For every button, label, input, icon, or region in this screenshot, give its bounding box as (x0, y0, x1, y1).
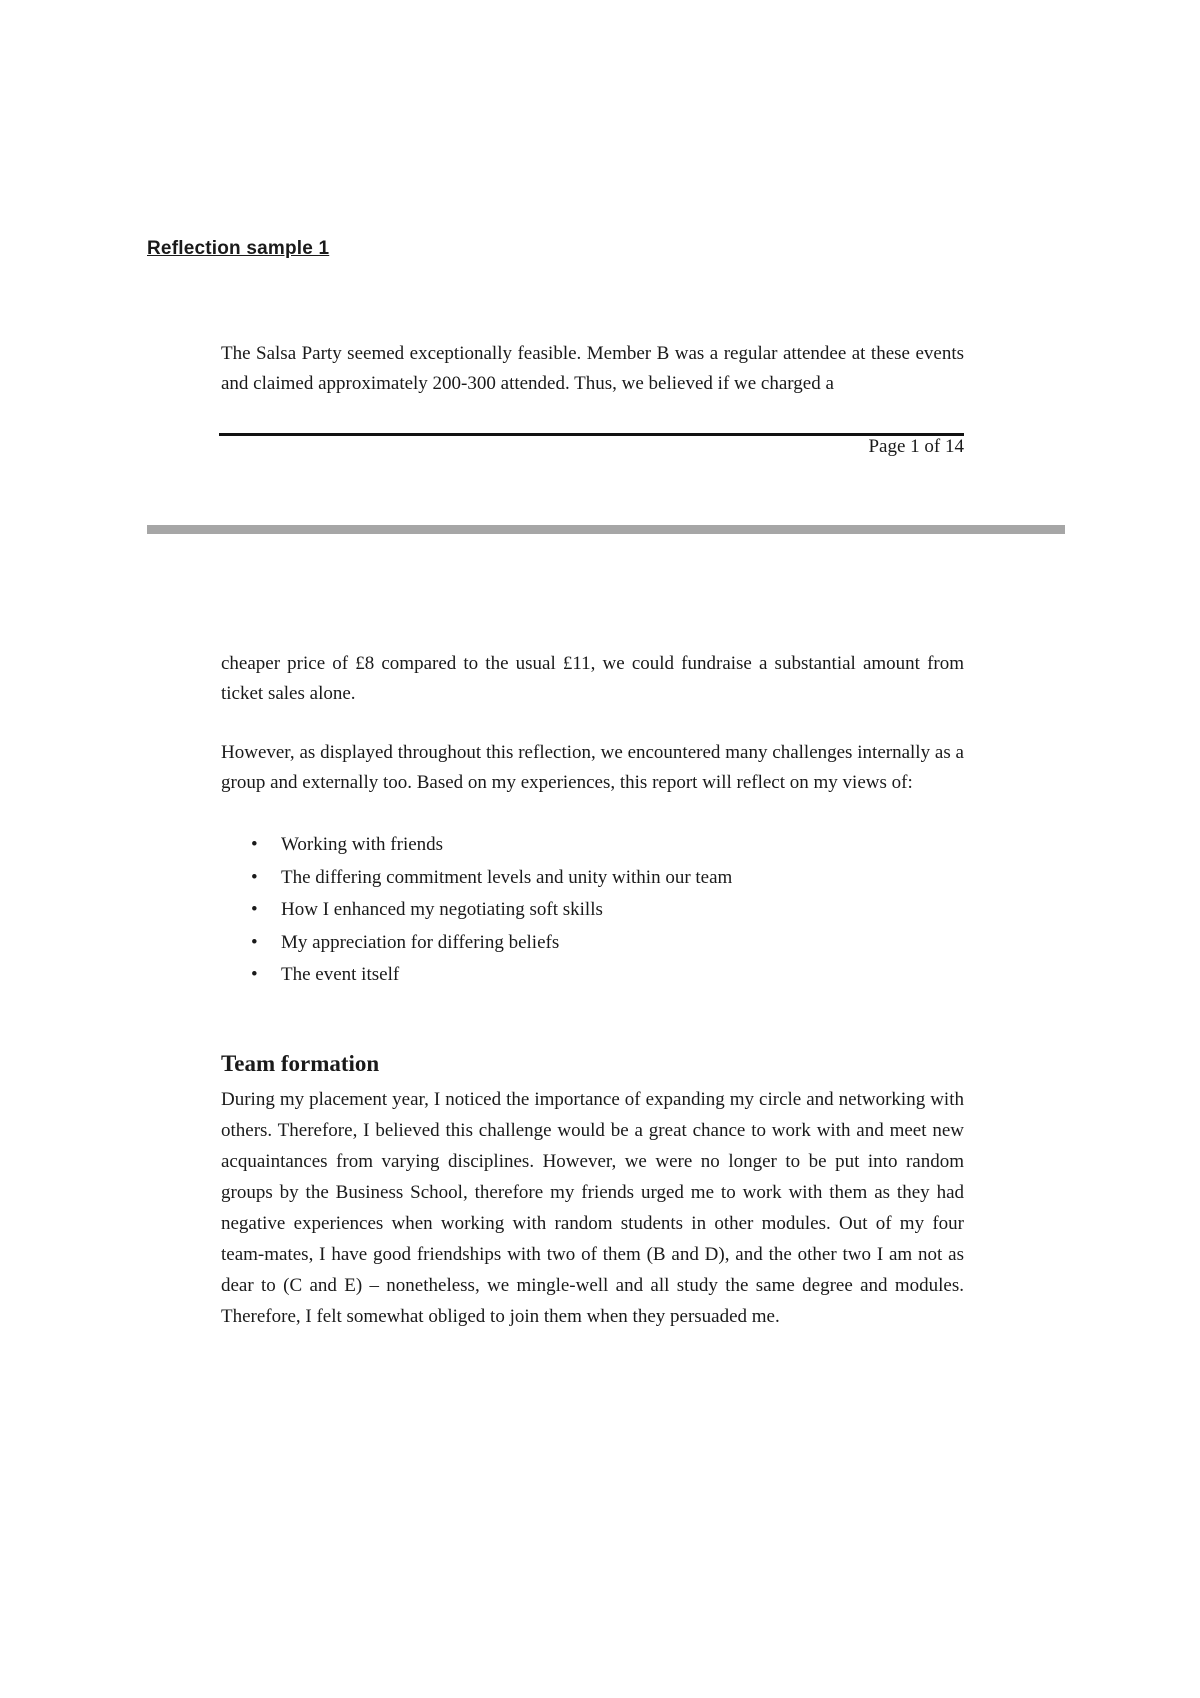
page-separator (147, 525, 1065, 534)
list-item-text: How I enhanced my negotiating soft skills (281, 899, 603, 920)
list-item-text: The differing commitment levels and unity within our team (281, 866, 733, 888)
footer-rule (219, 433, 964, 436)
intro-paragraph: However, as displayed throughout this reflection, we encountered many challenges internally as a group and externally too. Based on my experiences, this report will reflect on my views of: (221, 742, 964, 793)
list-item (251, 927, 964, 960)
list-item (251, 829, 964, 862)
continued-paragraph: cheaper price of £8 compared to the usual £11, we could fundraise a substantial amount from ticket sales alone. (221, 653, 964, 704)
list-item-text: My appreciation for differing beliefs (281, 931, 560, 953)
bullet-icon: • (251, 899, 258, 920)
page-number: Page 1 of 14 (868, 436, 964, 457)
list-item-text: The event itself (281, 964, 400, 985)
bullet-icon: • (251, 964, 258, 985)
list-item (251, 862, 964, 895)
list-item (251, 959, 964, 992)
salsa-party-paragraph: The Salsa Party seemed exceptionally feasible. Member B was a regular attendee at these events and claimed approximately 200-300 attended. Thus, we believed if we charged a (221, 343, 964, 394)
section-title-team-formation: Team formation (221, 1050, 380, 1076)
page-1-body (221, 339, 964, 399)
bullet-icon: • (251, 866, 258, 888)
bullet-icon: • (251, 834, 258, 855)
list-item (251, 894, 964, 927)
document-heading: Reflection sample 1 (147, 238, 330, 259)
page-2-body (221, 649, 964, 1332)
list-item-text: Working with friends (281, 834, 444, 855)
reflection-topics-list (221, 829, 964, 992)
team-formation-paragraph: During my placement year, I noticed the importance of expanding my circle and networking with others. Therefore, I believed this challenge would be a great chance to work with and meet new acquaintances from varying disciplines. However, we were no longer to be put into random groups by the Business School, therefore my friends urged me to work with them as they had negative experiences when working with random students in other modules. Out of my four team-mates, I have good friendships with two of them (B and D), and the other two I am not as dear to (C and E) – nonetheless, we mingle-well and all study the same degree and modules. Therefore, I felt somewhat obliged to join them when they persuaded me. (221, 1088, 964, 1327)
bullet-icon: • (251, 931, 258, 953)
